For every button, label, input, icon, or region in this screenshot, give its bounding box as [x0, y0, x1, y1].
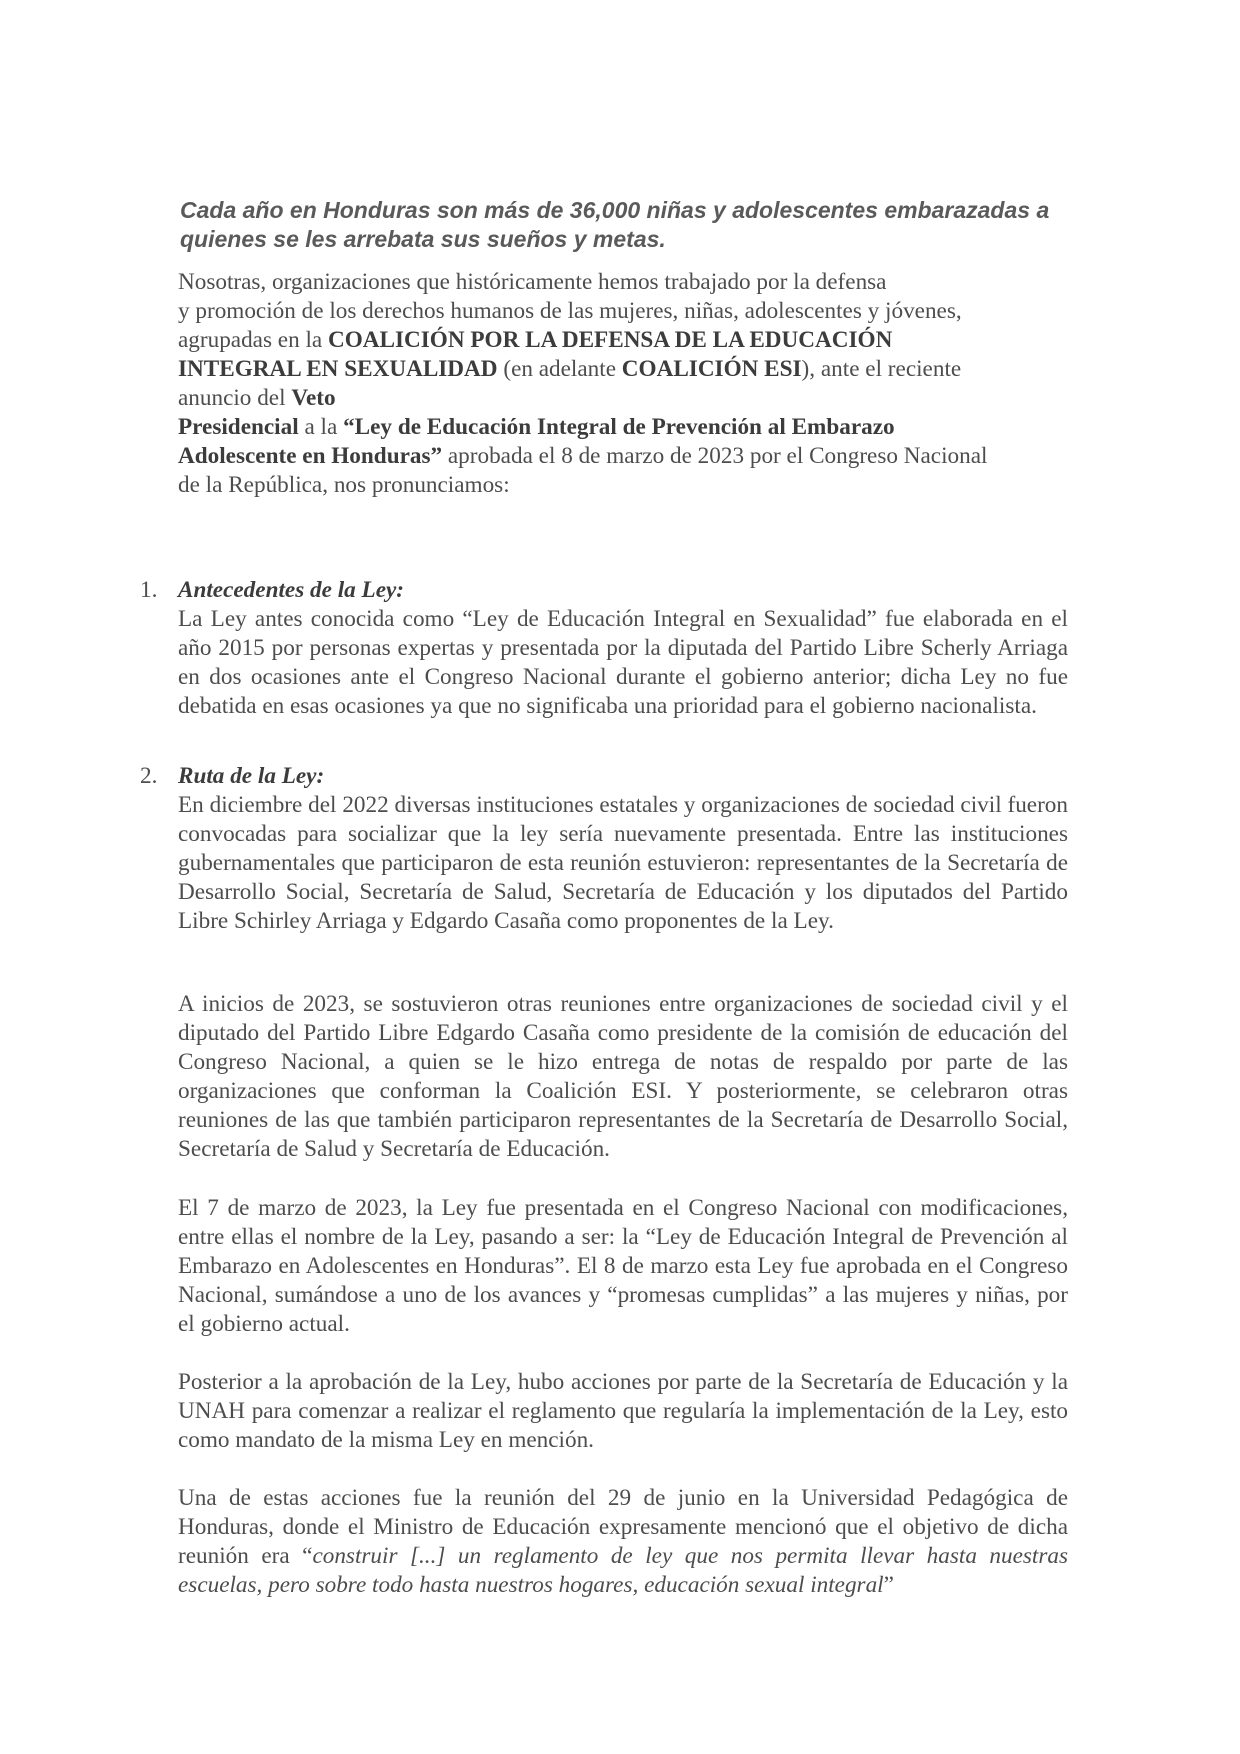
- veto-label: Presidencial: [178, 414, 299, 440]
- paragraph-text: ”: [883, 1572, 894, 1598]
- intro-line: [178, 355, 1068, 384]
- intro-text: (en adelante: [497, 356, 622, 382]
- coalition-name: COALICIÓN POR LA DEFENSA DE LA EDUCACIÓN: [328, 327, 893, 353]
- section-number: 2.: [140, 763, 158, 789]
- section-ruta: [140, 762, 1068, 936]
- section-antecedentes: [140, 576, 1068, 721]
- section-text: La Ley antes conocida como “Ley de Educación Integral en Sexualidad” fue elaborada en el año 2015 por personas expertas y presentada por la diputada del Partido Libre Scherly Arriaga en dos ocasiones ante el Congreso Nacional durante el gobierno anterior; dicha Ley no fue debatida en esas ocasiones ya que no significaba una prioridad para el gobierno nacionalista.: [178, 606, 1068, 719]
- intro-text: ), ante el reciente: [801, 356, 962, 382]
- paragraph-reunion-29-junio: [178, 1484, 1068, 1600]
- intro-line: [178, 326, 1068, 355]
- intro-paragraph: [178, 268, 1068, 500]
- intro-text: Nosotras, organizaciones que históricamente hemos trabajado por la defensa: [178, 269, 887, 295]
- intro-line: [178, 471, 1068, 500]
- paragraph-inicios-2023: A inicios de 2023, se sostuvieron otras reuniones entre organizaciones de sociedad civil y el diputado del Partido Libre Edgardo Casaña como presidente de la comisión de educación del Congreso Nacional, a quien se le hizo entrega de notas de respaldo por parte de las organizaciones que conforman la Coalición ESI. Y posteriormente, se celebraron otras reuniones de las que también participaron representantes de la Secretaría de Desarrollo Social, Secretaría de Salud y Secretaría de Educación.: [178, 991, 1068, 1162]
- intro-text: aprobada el 8 de marzo de 2023 por el Congreso Nacional: [442, 443, 988, 469]
- intro-text: a la: [298, 414, 344, 440]
- intro-line: [178, 297, 1068, 326]
- intro-text: de la República, nos pronunciamos:: [178, 472, 510, 498]
- section-title: Antecedentes de la Ley:: [178, 577, 404, 603]
- intro-text: agrupadas en la: [178, 327, 329, 353]
- paragraph-text: Una de estas acciones fue la reunión del 29 de junio en la Universidad Pedagógica de Honduras, donde el Ministro de Educación expresamente mencionó que el objetivo de dicha reunión era “: [178, 1485, 1068, 1569]
- section-text: En diciembre del 2022 diversas instituciones estatales y organizaciones de sociedad civil fueron convocadas para socializar que la ley sería nuevamente presentada. Entre las instituciones gubernamentales que participaron de esta reunión estuvieron: representantes de la Secretaría de Desarrollo Social, Secretaría de Salud, Secretaría de Educación y los diputados del Partido Libre Schirley Arriaga y Edgardo Casaña como proponentes de la Ley.: [178, 792, 1068, 934]
- intro-text: anuncio del: [178, 385, 292, 411]
- intro-line: [178, 268, 1068, 297]
- paragraph-7-marzo: El 7 de marzo de 2023, la Ley fue presentada en el Congreso Nacional con modificaciones, entre ellas el nombre de la Ley, pasando a ser: la “Ley de Educación Integral de Prevención al Embarazo en Adolescentes en Honduras”. El 8 de marzo esta Ley fue aprobada en el Congreso Nacional, sumándose a uno de los avances y “promesas cumplidas” a las mujeres y niñas, por el gobierno actual.: [178, 1195, 1068, 1337]
- law-name: “Ley de Educación Integral de Prevención al Embarazo: [343, 414, 895, 440]
- minister-quote: construir [...] un reglamento de ley que nos permita llevar hasta nuestras escuelas, pero sobre todo hasta nuestros hogares, educación sexual integral: [178, 1543, 1068, 1598]
- veto-label: Veto: [291, 385, 336, 411]
- section-number: 1.: [140, 577, 158, 603]
- headline: Cada año en Honduras son más de 36,000 niñas y adolescentes embarazadas a quienes se les arrebata sus sueños y metas.: [180, 197, 1050, 252]
- coalition-short-name: COALICIÓN ESI: [621, 356, 802, 382]
- coalition-name: INTEGRAL EN SEXUALIDAD: [178, 356, 498, 382]
- section-title: Ruta de la Ley:: [178, 763, 325, 789]
- intro-line: [178, 384, 1068, 413]
- paragraph-posterior: Posterior a la aprobación de la Ley, hubo acciones por parte de la Secretaría de Educación y la UNAH para comenzar a realizar el reglamento que regularía la implementación de la Ley, esto como mandato de la misma Ley en mención.: [178, 1369, 1068, 1453]
- intro-text: y promoción de los derechos humanos de las mujeres, niñas, adolescentes y jóvenes,: [178, 298, 962, 324]
- law-name: Adolescente en Honduras”: [178, 443, 443, 469]
- intro-line: [178, 413, 1068, 442]
- intro-line: [178, 442, 1068, 471]
